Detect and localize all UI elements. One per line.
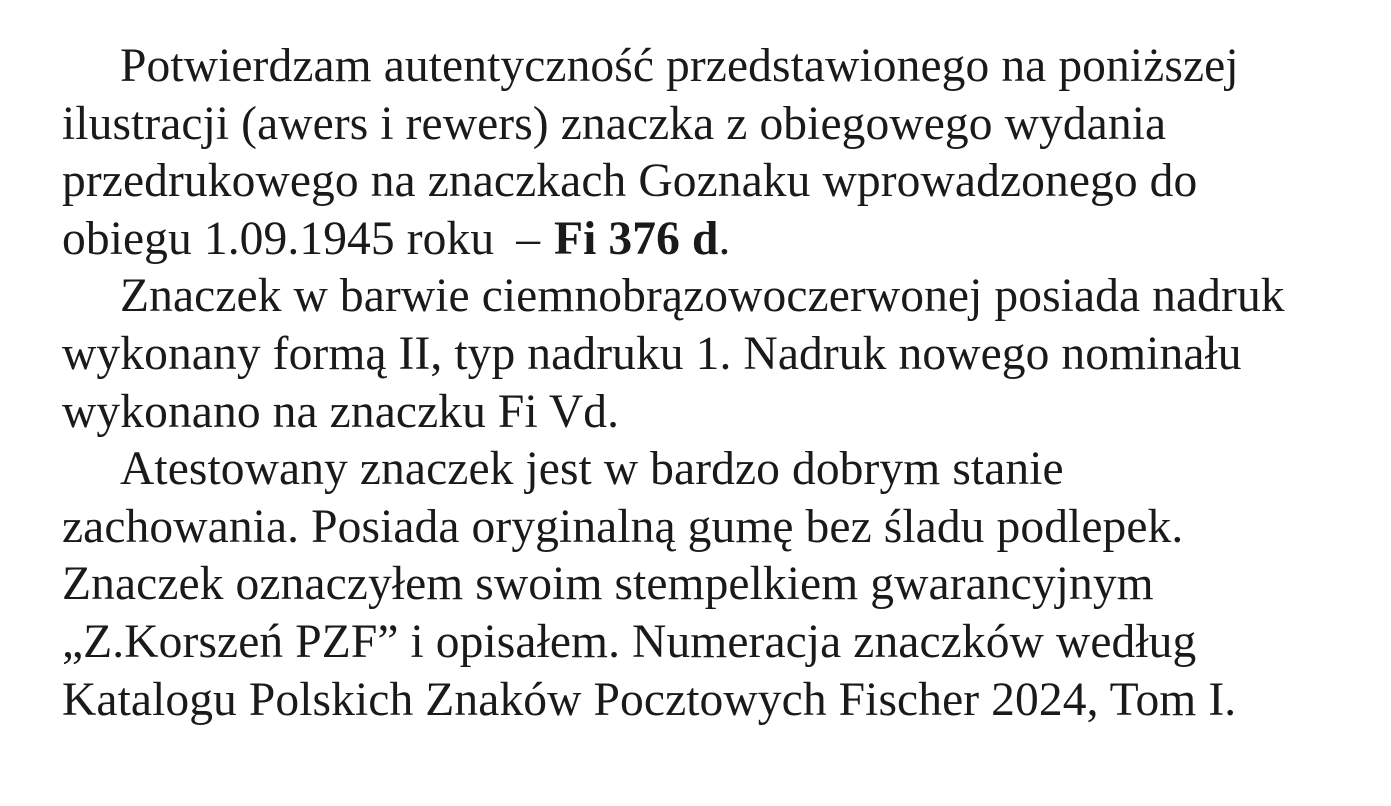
- dash-separator: –: [516, 212, 541, 265]
- paragraph-condition: [62, 441, 1362, 729]
- paragraph-line: przedrukowego na znaczkach Goznaku wprowadzonego do: [62, 155, 1198, 208]
- paragraph-line: Potwierdzam autentyczność przedstawionego na poniższej: [120, 40, 1239, 92]
- paragraph-line: Katalogu Polskich Znaków Pocztowych Fischer 2024, Tom I.: [62, 673, 1237, 726]
- issue-date-text: obiegu 1.09.1945 roku: [62, 212, 495, 265]
- paragraph-line: Atestowany znaczek jest w bardzo dobrym stanie: [120, 443, 1064, 496]
- paragraph-line: Znaczek w barwie ciemnobrązowoczerwonej posiada nadruk: [120, 270, 1285, 323]
- sentence-end: .: [718, 212, 731, 265]
- paragraph-line-catalog: [62, 211, 1362, 269]
- paragraph-line: „Z.Korszeń PZF” i opisałem. Numeracja znaczków według: [62, 615, 1197, 668]
- paragraph-line: ilustracji (awers i rewers) znaczka z obiegowego wydania: [62, 97, 1167, 150]
- paragraph-line: zachowania. Posiada oryginalną gumę bez śladu podlepek.: [62, 500, 1184, 553]
- catalog-number: Fi 376 d: [554, 212, 719, 265]
- certificate-text: [62, 38, 1362, 729]
- paragraph-line: wykonany formą II, typ nadruku 1. Nadruk nowego nominału: [62, 327, 1242, 380]
- paragraph-description: [62, 268, 1362, 441]
- paragraph-line: Znaczek oznaczyłem swoim stempelkiem gwarancyjnym: [62, 558, 1154, 611]
- paragraph-authenticity: [62, 38, 1362, 268]
- paragraph-line: wykonano na znaczku Fi Vd.: [62, 385, 620, 438]
